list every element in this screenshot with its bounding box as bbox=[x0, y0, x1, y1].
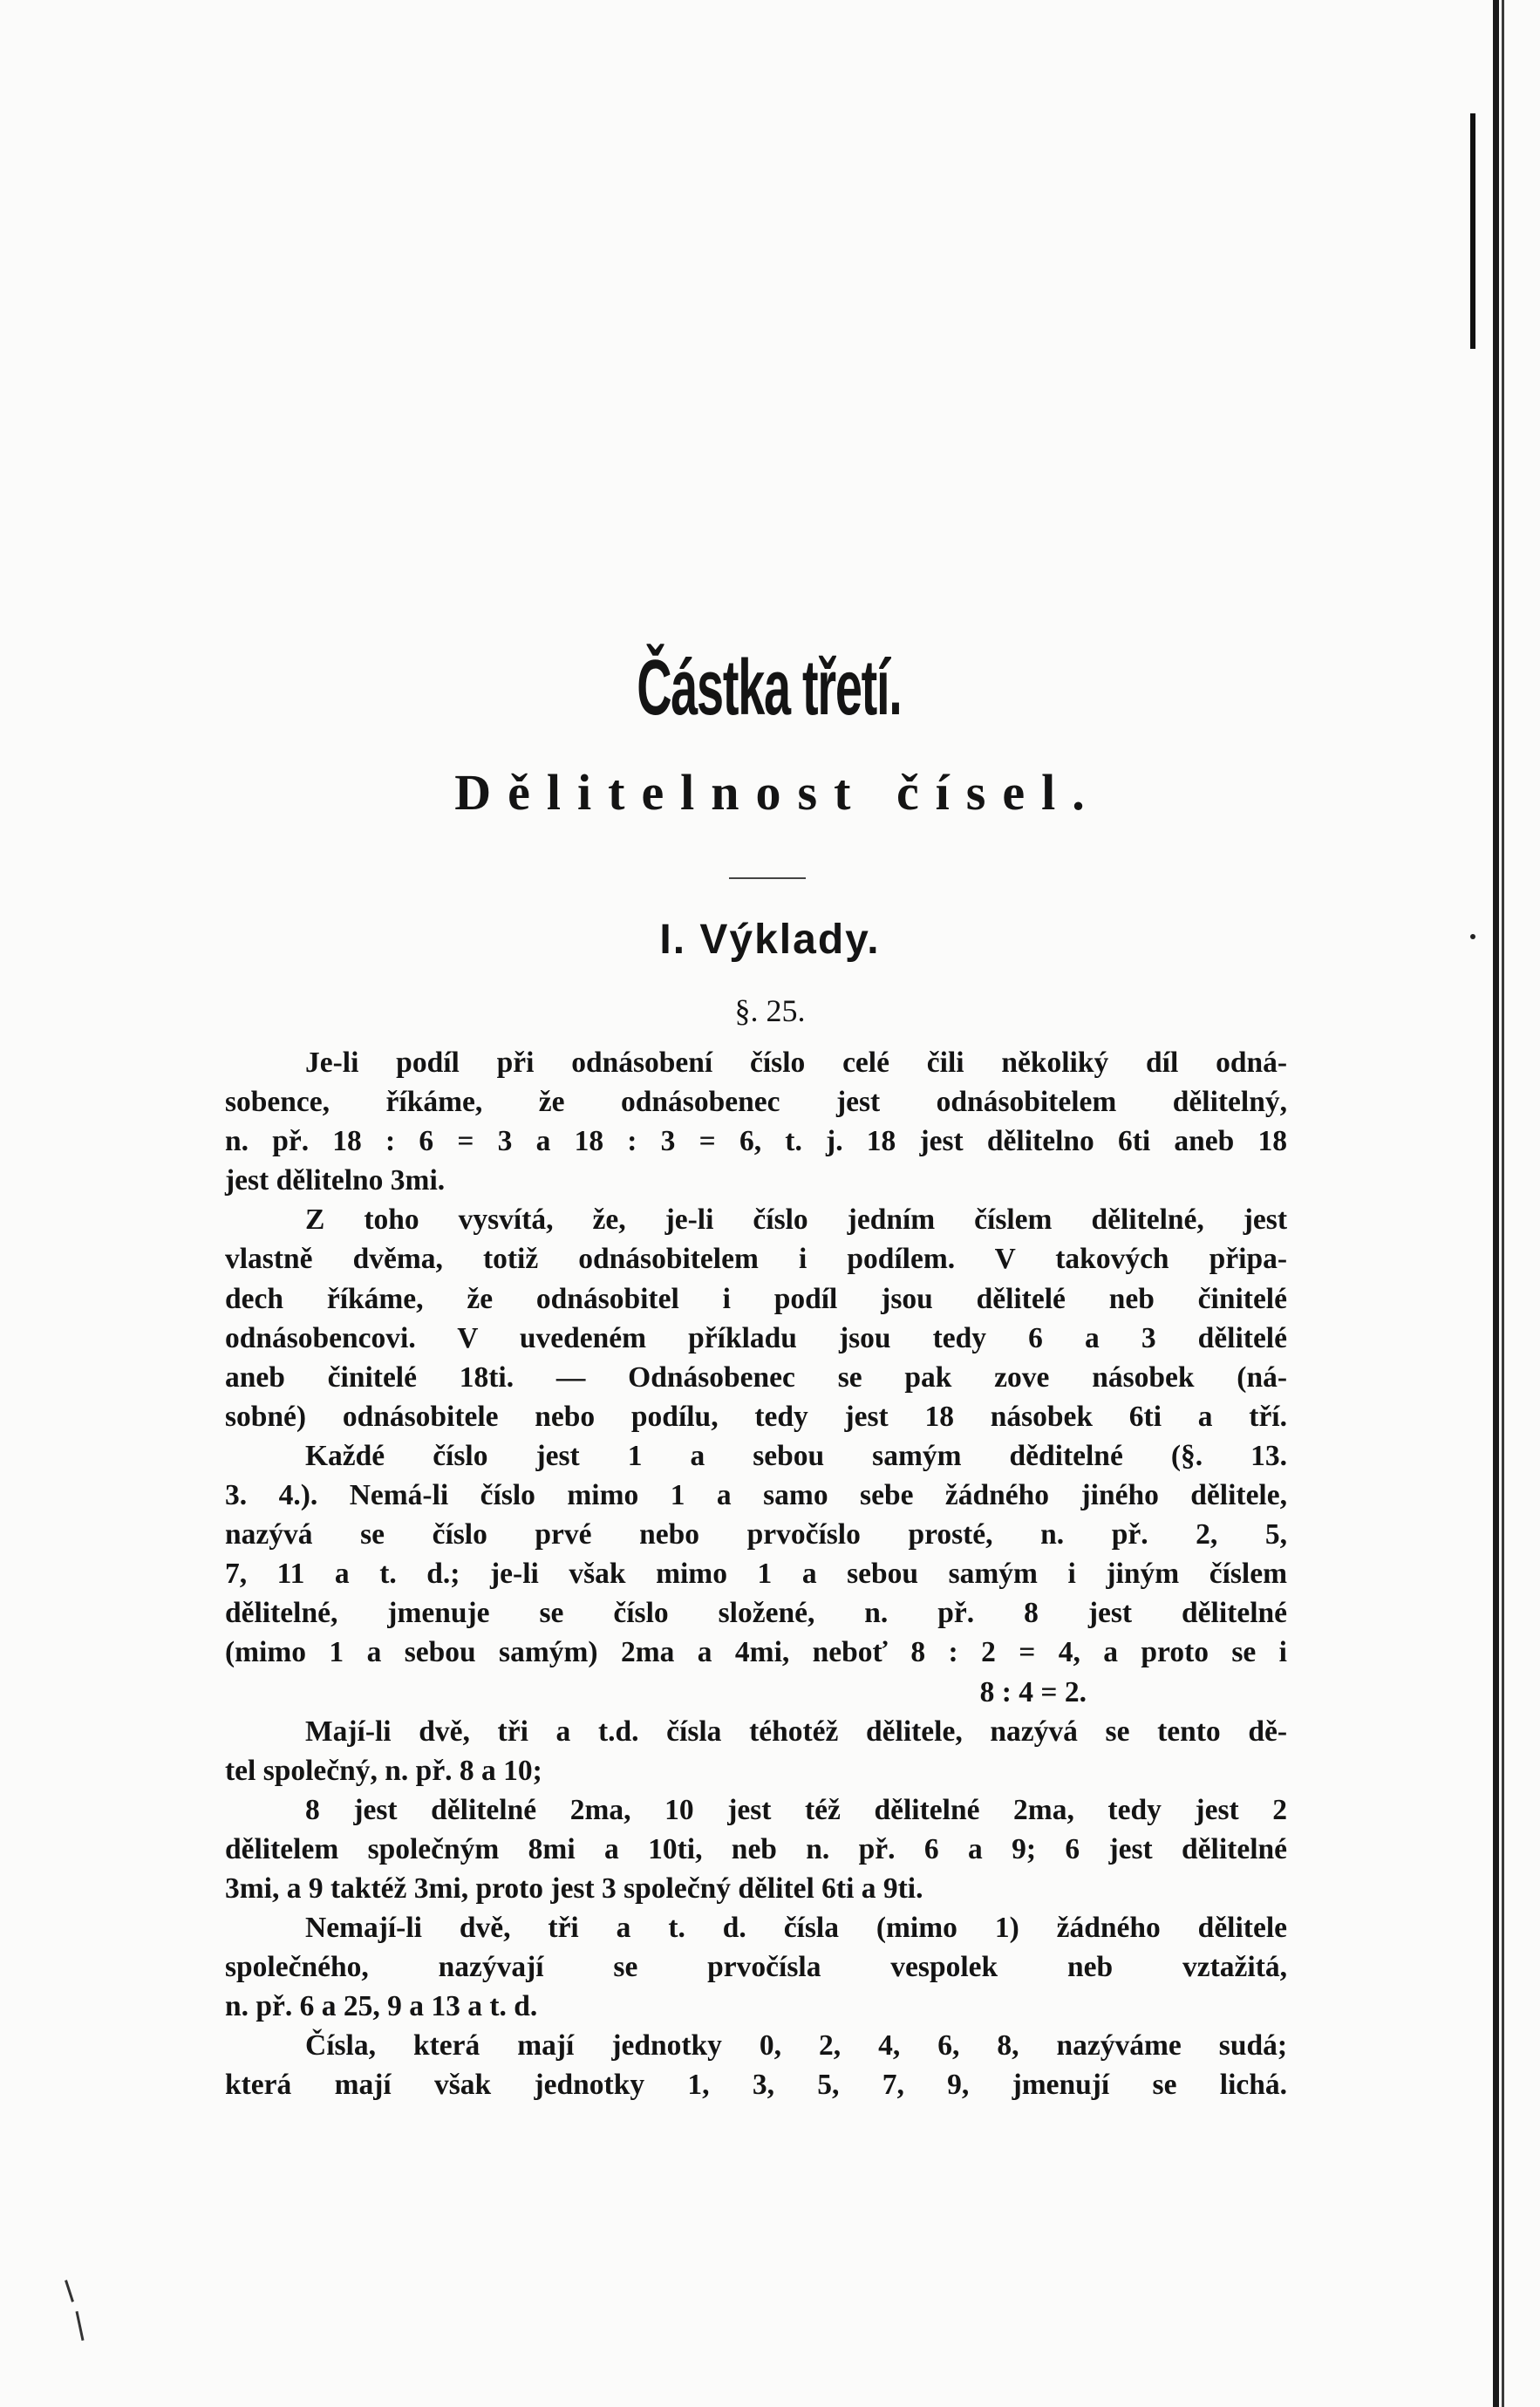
text-line: která mají však jednotky 1, 3, 5, 7, 9, jmenují se lichá. bbox=[225, 2069, 1287, 2102]
text-line: dělitelné, jmenuje se číslo složené, n. př. 8 jest dělitelné bbox=[225, 1597, 1287, 1630]
text-line: n. př. 6 a 25, 9 a 13 a t. d. bbox=[225, 1990, 538, 2023]
text-line: tel společný, n. př. 8 a 10; bbox=[225, 1754, 542, 1787]
scan-speck bbox=[75, 2311, 84, 2341]
page-edge-line bbox=[1502, 0, 1504, 2407]
text-line: nazývá se číslo prvé nebo prvočíslo prosté, n. př. 2, 5, bbox=[225, 1518, 1287, 1551]
text-line: Z toho vysvítá, že, je-li číslo jedním číslem dělitelné, jest bbox=[305, 1204, 1287, 1237]
text-line: dech říkáme, že odnásobitel i podíl jsou dělitelé neb činitelé bbox=[225, 1282, 1287, 1315]
text-line: 3mi, a 9 taktéž 3mi, proto jest 3 společný dělitel 6ti a 9ti. bbox=[225, 1872, 923, 1905]
text-line: Čísla, která mají jednotky 0, 2, 4, 6, 8, nazýváme sudá; bbox=[305, 2029, 1287, 2063]
text-line: (mimo 1 a sebou samým) 2ma a 4mi, neboť 8 : 2 = 4, a proto se i bbox=[225, 1636, 1287, 1669]
body-text bbox=[225, 1043, 1287, 2105]
text-line: Nemají-li dvě, tři a t. d. čísla (mimo 1) žádného dělitele bbox=[305, 1912, 1287, 1945]
text-line: Každé číslo jest 1 a sebou samým děditelné (§. 13. bbox=[305, 1439, 1287, 1472]
chapter-subtitle: Dělitelnost čísel. bbox=[454, 764, 1101, 821]
text-line: sobné) odnásobitele nebo podílu, tedy jest 18 násobek 6ti a tří. bbox=[225, 1400, 1287, 1433]
text-line: 7, 11 a t. d.; je-li však mimo 1 a sebou samým i jiným číslem bbox=[225, 1558, 1287, 1591]
text-line: 8 : 4 = 2. bbox=[979, 1675, 1087, 1708]
text-line: 8 jest dělitelné 2ma, 10 jest též dělitelné 2ma, tedy jest 2 bbox=[305, 1793, 1287, 1826]
text-line: aneb činitelé 18ti. — Odnásobenec se pak zove násobek (ná- bbox=[225, 1360, 1287, 1394]
text-line: 3. 4.). Nemá-li číslo mimo 1 a samo sebe žádného jiného dělitele, bbox=[225, 1479, 1287, 1512]
text-line: Je-li podíl při odnásobení číslo celé čili několiký díl odná- bbox=[305, 1047, 1287, 1079]
divider-rule bbox=[729, 877, 806, 879]
section-heading: I. Výklady. bbox=[659, 917, 881, 963]
text-line: společného, nazývají se prvočísla vespolek neb vztažitá, bbox=[225, 1951, 1287, 1984]
text-line: sobence, říkáme, že odnásobenec jest odnásobitelem dělitelný, bbox=[225, 1086, 1287, 1119]
text-line: Mají-li dvě, tři a t.d. čísla téhotéž dělitele, nazývá se tento dě- bbox=[305, 1715, 1287, 1748]
text-line: vlastně dvěma, totiž odnásobitelem i podílem. V takových připa- bbox=[225, 1243, 1287, 1276]
text-line: dělitelem společným 8mi a 10ti, neb n. př. 6 a 9; 6 jest dělitelné bbox=[225, 1832, 1287, 1865]
paragraph-number: §. 25. bbox=[734, 993, 806, 1028]
page-edge-shadow bbox=[1493, 0, 1499, 2407]
text-line: jest dělitelno 3mi. bbox=[225, 1164, 446, 1197]
text-line: n. př. 18 : 6 = 3 a 18 : 3 = 6, t. j. 18 jest dělitelno 6ti aneb 18 bbox=[225, 1125, 1287, 1158]
text-line: odnásobencovi. V uvedeném příkladu jsou tedy 6 a 3 dělitelé bbox=[225, 1321, 1287, 1354]
scan-speck bbox=[65, 2280, 74, 2302]
scan-edge-mark bbox=[1470, 113, 1475, 349]
part-title: Částka třetí. bbox=[637, 644, 902, 732]
